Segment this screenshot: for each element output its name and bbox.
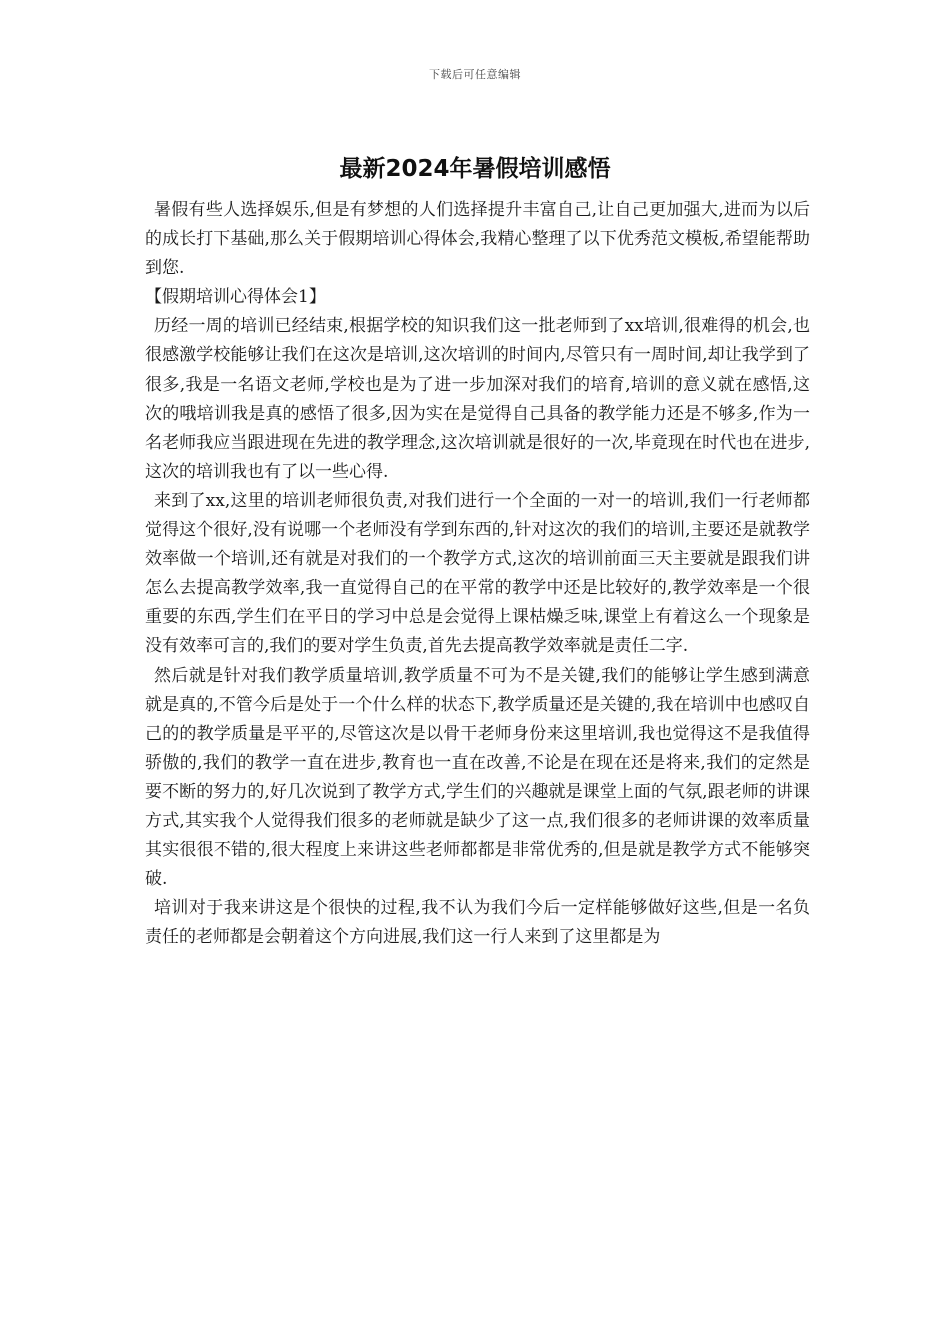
body-paragraph-2: 来到了xx,这里的培训老师很负责,对我们进行一个全面的一对一的培训,我们一行老师都觉得这个很好,没有说哪一个老师没有学到东西的,针对这次的我们的培训,主要还是就教学效率做一个培训,还有就是对我们的一个教学方式,这次的培训前面三天主要就是跟我们讲怎么去提高教学效率,我一直觉得自己的在平常的教学中还是比较好的,教学效率是一个很重要的东西,学生们在平日的学习中总是会觉得上课枯燥乏味,课堂上有着这么一个现象是没有效率可言的,我们的要对学生负责,首先去提高教学效率就是责任二字.: [145, 490, 810, 657]
body-paragraph-3: 然后就是针对我们教学质量培训,教学质量不可为不是关键,我们的能够让学生感到满意就是真的,不管今后是处于一个什么样的状态下,教学质量还是关键的,我在培训中也感叹自己的的教学质量是平平的,尽管这次是以骨干老师身份来这里培训,我也觉得这不是我值得骄傲的,我们的教学一直在进步,教育也一直在改善,不论是在现在还是将来,我们的定然是要不断的努力的,好几次说到了教学方式,学生们的兴趣就是课堂上面的气氛,跟老师的讲课方式,其实我个人觉得我们很多的老师就是缺少了这一点,我们很多的老师讲课的效率质量其实很很不错的,很大程度上来讲这些老师都都是非常优秀的,但是就是教学方式不能够突破.: [145, 665, 810, 890]
intro-paragraph: 暑假有些人选择娱乐,但是有梦想的人们选择提升丰富自己,让自己更加强大,进而为以后的成长打下基础,那么关于假期培训心得体会,我精心整理了以下优秀范文模板,希望能帮助到您.: [145, 200, 810, 279]
document-title: 最新2024年暑假培训感悟: [339, 156, 611, 182]
body-paragraph-4: 培训对于我来讲这是个很快的过程,我不认为我们今后一定样能够做好这些,但是一名负责任的老师都是会朝着这个方向进展,我们这一行人来到了这里都是为: [145, 898, 810, 948]
body-paragraph-1: 历经一周的培训已经结束,根据学校的知识我们这一批老师到了xx培训,很难得的机会,也很感激学校能够让我们在这次是培训,这次培训的时间内,尽管只有一周时间,却让我学到了很多,我是一名语文老师,学校也是为了进一步加深对我们的培育,培训的意义就在感悟,这次的哦培训我是真的感悟了很多,因为实在是觉得自己具备的教学能力还是不够多,作为一名老师我应当跟进现在先进的教学理念,这次培训就是很好的一次,毕竟现在时代也在进步,这次的培训我也有了以一些心得.: [145, 316, 810, 482]
section-heading: 【假期培训心得体会1】: [145, 287, 326, 308]
document-body: [145, 196, 810, 952]
header-note: 下载后可任意编辑: [429, 68, 521, 81]
